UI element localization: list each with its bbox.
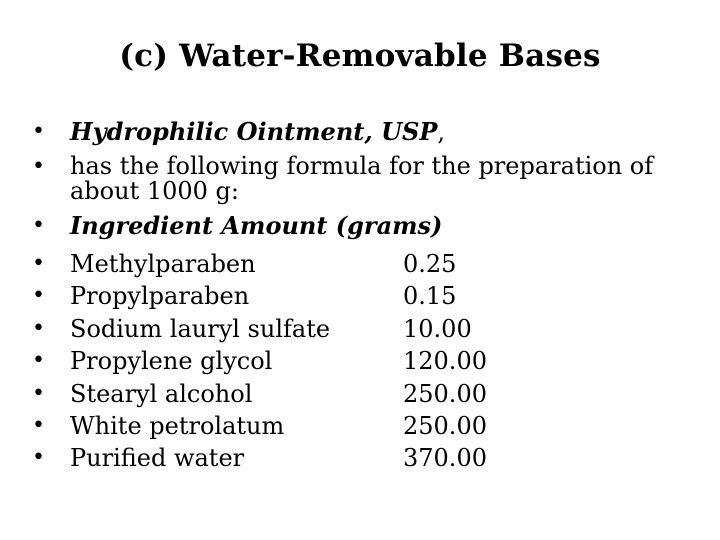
ointment-name-suffix: ,: [437, 118, 446, 146]
ingredient-name: Purified water: [70, 444, 245, 473]
ingredient-name: Methylparaben: [70, 250, 256, 278]
ingredient-row: [32, 315, 692, 343]
ingredient-name: Propylene glycol: [70, 347, 273, 376]
ingredient-name: White petrolatum: [70, 411, 285, 440]
ingredient-amount: 120.00: [403, 347, 487, 376]
bullet-hydrophilic-ointment: [32, 118, 692, 146]
ingredient-amount: 250.00: [403, 379, 487, 408]
bullet-ingredient-header: [32, 212, 692, 240]
bullet-list: [32, 118, 692, 477]
ingredient-name: Sodium lauryl sulfate: [70, 314, 331, 343]
ingredient-amount: 0.25: [403, 250, 457, 278]
ingredient-row: [32, 282, 692, 310]
ingredient-row: [32, 444, 692, 472]
ointment-name: Hydrophilic Ointment, USP: [70, 117, 438, 146]
ingredient-row: [32, 380, 692, 408]
bullet-formula-description: [32, 154, 692, 204]
ingredient-name: Propylparaben: [70, 282, 250, 311]
formula-description-text: has the following formula for the preparation of about 1000 g:: [70, 152, 654, 205]
ingredient-amount: 0.15: [403, 282, 457, 311]
ingredient-header-text: Ingredient Amount (grams): [70, 211, 443, 240]
ingredient-amount: 250.00: [403, 411, 487, 440]
ingredient-row: [32, 412, 692, 440]
ingredient-name: Stearyl alcohol: [70, 379, 253, 408]
ingredient-row: [32, 250, 692, 278]
ingredient-amount: 10.00: [403, 314, 472, 343]
ingredient-amount: 370.00: [403, 444, 487, 473]
ingredient-row: [32, 347, 692, 375]
slide-title: (c) Water-Removable Bases: [119, 38, 601, 74]
